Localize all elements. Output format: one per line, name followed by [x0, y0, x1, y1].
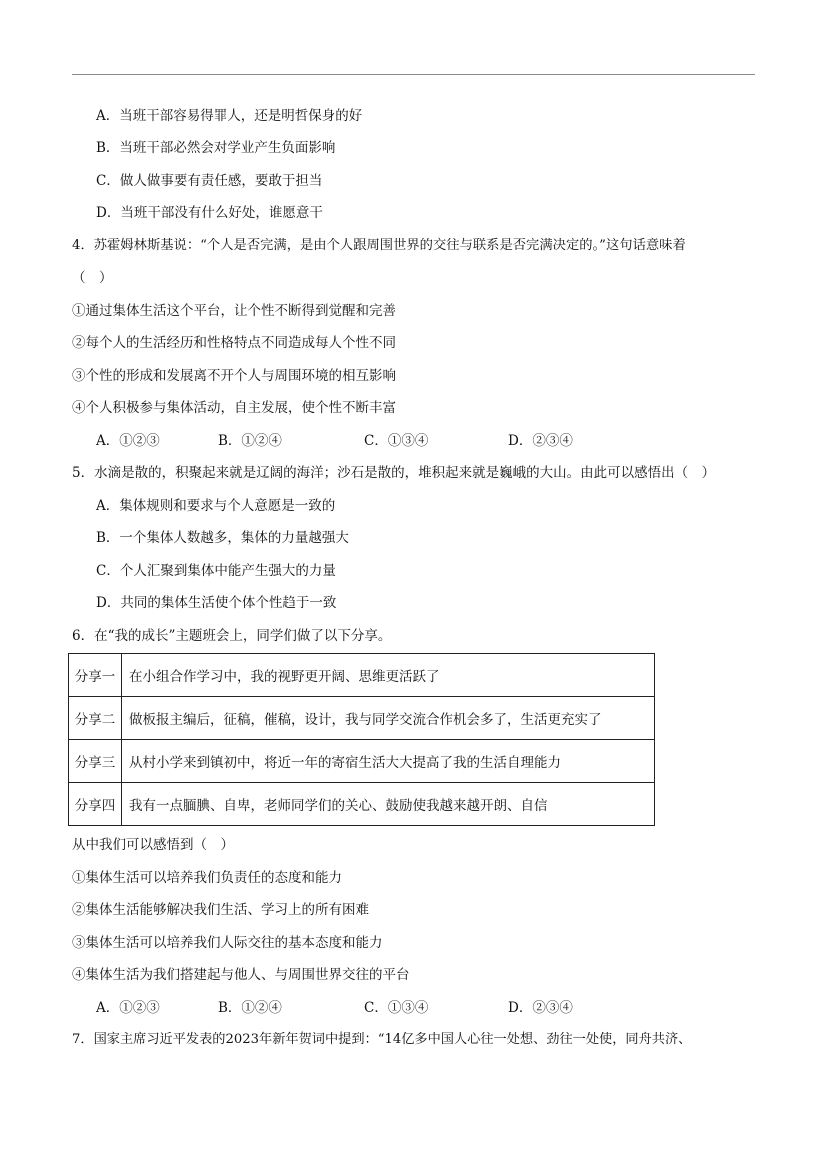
q4-statement-4: ④个人积极参与集体活动，自主发展，使个性不断丰富: [72, 400, 396, 416]
q3-option-b: B．当班干部必然会对学业产生负面影响: [96, 140, 336, 156]
share-key: 分享三: [69, 740, 122, 783]
q6-statement-4: ④集体生活为我们搭建起与他人、与周围世界交往的平台: [72, 967, 410, 983]
table-row: [69, 783, 655, 826]
q6-prompt: 从中我们可以感悟到（ ）: [72, 837, 234, 853]
q6-statement-1: ①集体生活可以培养我们负责任的态度和能力: [72, 870, 342, 886]
share-text: 从村小学来到镇初中，将近一年的寄宿生活大大提高了我的生活自理能力: [122, 740, 655, 783]
q4-statement-3: ③个性的形成和发展离不开个人与周围环境的相互影响: [72, 368, 396, 384]
q3-option-d: D．当班干部没有什么好处，谁愿意干: [96, 205, 323, 221]
q6-option-b: B．①②④: [218, 1000, 282, 1016]
q6-option-d: D．②③④: [508, 1000, 573, 1016]
q4-option-c: C．①③④: [364, 433, 429, 449]
q4-option-a: A．①②③: [96, 433, 160, 449]
q6-option-a: A．①②③: [96, 1000, 160, 1016]
table-row: [69, 654, 655, 697]
q6-option-c: C．①③④: [364, 1000, 429, 1016]
q3-option-c: C．做人做事要有责任感，要敢于担当: [96, 173, 323, 189]
q6-statement-3: ③集体生活可以培养我们人际交往的基本态度和能力: [72, 935, 383, 951]
q4-option-d: D．②③④: [508, 433, 573, 449]
q5-option-c: C．个人汇聚到集体中能产生强大的力量: [96, 563, 336, 579]
table-row: [69, 697, 655, 740]
share-key: 分享二: [69, 697, 122, 740]
q5-stem: 5．水滴是散的，积聚起来就是辽阔的海洋；沙石是散的，堆积起来就是巍峨的大山。由此可以感悟出（ ）: [72, 465, 716, 481]
q6-share-table: [68, 653, 655, 826]
q6-statement-2: ②集体生活能够解决我们生活、学习上的所有困难: [72, 902, 369, 918]
q4-statement-2: ②每个人的生活经历和性格特点不同造成每人个性不同: [72, 335, 396, 351]
q5-option-a: A．集体规则和要求与个人意愿是一致的: [96, 498, 336, 514]
q4-statement-1: ①通过集体生活这个平台，让个性不断得到觉醒和完善: [72, 303, 396, 319]
share-key: 分享四: [69, 783, 122, 826]
q5-option-b: B．一个集体人数越多，集体的力量越强大: [96, 530, 349, 546]
q5-option-d: D．共同的集体生活使个体个性趋于一致: [96, 595, 337, 611]
share-text: 做板报主编后，征稿，催稿，设计，我与同学交流合作机会多了，生活更充实了: [122, 697, 655, 740]
q4-stem-bracket: （ ）: [72, 270, 113, 286]
q4-option-b: B．①②④: [218, 433, 282, 449]
q4-stem: 4．苏霍姆林斯基说：“个人是否完满，是由个人跟周围世界的交往与联系是否完满决定的。”这句话意味着: [72, 238, 686, 253]
q6-stem: 6．在“我的成长”主题班会上，同学们做了以下分享。: [72, 628, 392, 644]
q7-stem: 7．国家主席习近平发表的2023年新年贺词中提到：“14亿多中国人心往一处想、劲往一处使，同舟共济、: [72, 1032, 692, 1047]
q3-option-a: A．当班干部容易得罪人，还是明哲保身的好: [96, 108, 363, 124]
share-text: 我有一点腼腆、自卑，老师同学们的关心、鼓励使我越来越开朗、自信: [122, 783, 655, 826]
table-row: [69, 740, 655, 783]
header-rule: [72, 74, 755, 75]
share-key: 分享一: [69, 654, 122, 697]
share-text: 在小组合作学习中，我的视野更开阔、思维更活跃了: [122, 654, 655, 697]
